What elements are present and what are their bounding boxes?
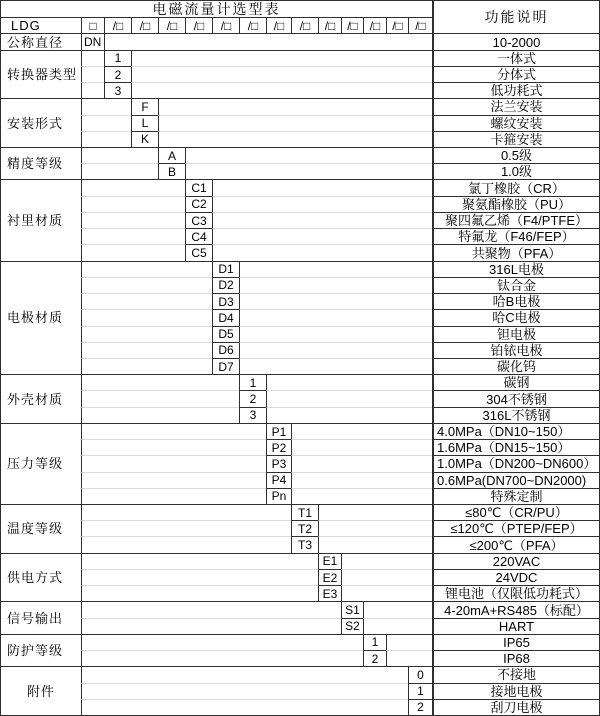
- desc-cell: 1.0级: [432, 163, 599, 179]
- code-cell: L: [131, 115, 158, 131]
- empty-cell: [81, 244, 185, 260]
- desc-cell: IP68: [432, 650, 599, 666]
- desc-cell: 碳钢: [432, 374, 599, 390]
- code-cell: 2: [408, 699, 432, 715]
- empty-cell: [81, 277, 212, 293]
- code-cell: C5: [185, 244, 212, 260]
- empty-cell: [81, 455, 266, 471]
- desc-cell: 316L电极: [432, 261, 599, 277]
- empty-cell: [266, 407, 432, 423]
- code-cell: P1: [266, 423, 291, 439]
- desc-cell: 铂铱电极: [432, 342, 599, 358]
- desc-cell: 钛合金: [432, 277, 599, 293]
- empty-cell: [81, 374, 239, 390]
- empty-cell: [239, 342, 432, 358]
- desc-cell: 共聚物（PFA）: [432, 244, 599, 260]
- empty-cell: [266, 390, 432, 406]
- empty-cell: [341, 585, 432, 601]
- model-prefix: LDG: [1, 17, 81, 33]
- category-label: 附件: [1, 666, 81, 715]
- code-cell: DN: [81, 33, 104, 49]
- desc-cell: 法兰安装: [432, 98, 599, 114]
- empty-cell: [386, 634, 432, 650]
- category-label: 压力等级: [1, 423, 81, 504]
- desc-cell: 4.0MPa（DN10~150）: [432, 423, 599, 439]
- desc-cell: 卡箍安装: [432, 131, 599, 147]
- empty-cell: [81, 569, 318, 585]
- desc-cell: ≤80℃（CR/PU）: [432, 504, 599, 520]
- desc-cell: ≤200℃（PFA）: [432, 536, 599, 552]
- empty-cell: [212, 212, 432, 228]
- desc-cell: 10-2000: [432, 33, 599, 49]
- function-column-header: 功能说明: [432, 1, 599, 33]
- empty-cell: [81, 423, 266, 439]
- model-slot: /□: [266, 17, 291, 33]
- empty-cell: [291, 455, 432, 471]
- empty-cell: [81, 488, 266, 504]
- empty-cell: [291, 439, 432, 455]
- model-slot: /□: [386, 17, 408, 33]
- desc-cell: 分体式: [432, 66, 599, 82]
- empty-cell: [81, 131, 131, 147]
- desc-cell: 24VDC: [432, 569, 599, 585]
- desc-cell: 304不锈钢: [432, 390, 599, 406]
- code-cell: D6: [212, 342, 239, 358]
- empty-cell: [81, 358, 212, 374]
- code-cell: E3: [318, 585, 341, 601]
- empty-cell: [158, 98, 432, 114]
- empty-cell: [131, 82, 432, 98]
- code-cell: S1: [341, 601, 363, 617]
- empty-cell: [386, 650, 432, 666]
- code-cell: D5: [212, 326, 239, 342]
- desc-cell: 聚四氟乙烯（F4/PTFE）: [432, 212, 599, 228]
- empty-cell: [239, 293, 432, 309]
- model-slot: /□: [158, 17, 185, 33]
- empty-cell: [81, 390, 239, 406]
- desc-cell: 1.6MPa（DN15~150）: [432, 439, 599, 455]
- empty-cell: [239, 326, 432, 342]
- empty-cell: [291, 488, 432, 504]
- empty-cell: [81, 650, 363, 666]
- empty-cell: [81, 666, 408, 682]
- model-slot: /□: [341, 17, 363, 33]
- empty-cell: [81, 115, 131, 131]
- code-cell: C4: [185, 228, 212, 244]
- code-cell: 3: [104, 82, 131, 98]
- empty-cell: [212, 196, 432, 212]
- code-cell: 1: [408, 683, 432, 699]
- empty-cell: [81, 228, 185, 244]
- code-cell: C2: [185, 196, 212, 212]
- empty-cell: [104, 33, 432, 49]
- empty-cell: [363, 618, 432, 634]
- code-cell: 1: [104, 50, 131, 66]
- empty-cell: [81, 472, 266, 488]
- desc-cell: 一体式: [432, 50, 599, 66]
- empty-cell: [81, 553, 318, 569]
- code-cell: D2: [212, 277, 239, 293]
- category-label: 精度等级: [1, 147, 81, 179]
- empty-cell: [131, 66, 432, 82]
- empty-cell: [81, 179, 185, 195]
- code-cell: 0: [408, 666, 432, 682]
- empty-cell: [81, 163, 158, 179]
- desc-cell: 接地电极: [432, 683, 599, 699]
- empty-cell: [81, 683, 408, 699]
- empty-cell: [81, 520, 291, 536]
- empty-cell: [81, 98, 131, 114]
- desc-cell: ≤120℃（PTEP/FEP）: [432, 520, 599, 536]
- code-cell: 2: [104, 66, 131, 82]
- empty-cell: [81, 585, 318, 601]
- code-cell: D4: [212, 309, 239, 325]
- desc-cell: 1.0MPa（DN200~DN600）: [432, 455, 599, 471]
- desc-cell: 哈B电极: [432, 293, 599, 309]
- model-slot: /□: [363, 17, 386, 33]
- code-cell: B: [158, 163, 185, 179]
- category-label: 公称直径: [1, 33, 81, 49]
- empty-cell: [318, 536, 432, 552]
- desc-cell: 220VAC: [432, 553, 599, 569]
- code-cell: P3: [266, 455, 291, 471]
- model-slot: /□: [318, 17, 341, 33]
- desc-cell: 哈C电极: [432, 309, 599, 325]
- code-cell: K: [131, 131, 158, 147]
- desc-cell: 氯丁橡胶（CR）: [432, 179, 599, 195]
- code-cell: D3: [212, 293, 239, 309]
- empty-cell: [185, 147, 432, 163]
- category-label: 外壳材质: [1, 374, 81, 423]
- code-cell: 1: [363, 634, 386, 650]
- code-cell: A: [158, 147, 185, 163]
- code-cell: P2: [266, 439, 291, 455]
- category-label: 信号输出: [1, 601, 81, 633]
- empty-cell: [81, 196, 185, 212]
- empty-cell: [158, 131, 432, 147]
- empty-cell: [363, 601, 432, 617]
- model-slot: /□: [104, 17, 131, 33]
- empty-cell: [341, 553, 432, 569]
- empty-cell: [81, 147, 158, 163]
- code-cell: F: [131, 98, 158, 114]
- code-cell: T1: [291, 504, 318, 520]
- desc-cell: 0.6MPa(DN700~DN2000): [432, 472, 599, 488]
- category-label: 转换器类型: [1, 50, 81, 99]
- empty-cell: [212, 179, 432, 195]
- empty-cell: [318, 520, 432, 536]
- category-label: 温度等级: [1, 504, 81, 553]
- empty-cell: [81, 439, 266, 455]
- desc-cell: 4-20mA+RS485（标配）: [432, 601, 599, 617]
- empty-cell: [81, 212, 185, 228]
- model-slot: /□: [408, 17, 432, 33]
- code-cell: D1: [212, 261, 239, 277]
- model-slot: /□: [185, 17, 212, 33]
- desc-cell: IP65: [432, 634, 599, 650]
- empty-cell: [266, 374, 432, 390]
- desc-cell: 低功耗式: [432, 82, 599, 98]
- table-title: 电磁流量计选型表: [152, 1, 281, 18]
- category-label: 防护等级: [1, 634, 81, 666]
- empty-cell: [81, 261, 212, 277]
- category-label: 电极材质: [1, 261, 81, 375]
- empty-cell: [81, 309, 212, 325]
- model-slot: /□: [212, 17, 239, 33]
- empty-cell: [158, 115, 432, 131]
- empty-cell: [81, 293, 212, 309]
- empty-cell: [291, 423, 432, 439]
- code-cell: 3: [239, 407, 266, 423]
- desc-cell: 聚氨酯橡胶（PU）: [432, 196, 599, 212]
- empty-cell: [185, 163, 432, 179]
- code-cell: T3: [291, 536, 318, 552]
- empty-cell: [341, 569, 432, 585]
- desc-cell: 钽电极: [432, 326, 599, 342]
- empty-cell: [131, 50, 432, 66]
- code-cell: C3: [185, 212, 212, 228]
- empty-cell: [81, 66, 104, 82]
- empty-cell: [239, 309, 432, 325]
- empty-cell: [212, 244, 432, 260]
- desc-cell: 316L不锈钢: [432, 407, 599, 423]
- desc-cell: 锂电池（仅限低功耗式）: [432, 585, 599, 601]
- model-slot: /□: [131, 17, 158, 33]
- code-cell: E1: [318, 553, 341, 569]
- code-cell: S2: [341, 618, 363, 634]
- empty-cell: [81, 618, 341, 634]
- code-cell: 2: [363, 650, 386, 666]
- empty-cell: [239, 261, 432, 277]
- desc-cell: 碳化钨: [432, 358, 599, 374]
- desc-cell: 刮刀电极: [432, 699, 599, 715]
- empty-cell: [81, 342, 212, 358]
- model-box-slot: □: [81, 17, 104, 33]
- empty-cell: [81, 699, 408, 715]
- code-cell: 1: [239, 374, 266, 390]
- category-label: 安装形式: [1, 98, 81, 147]
- category-label: 供电方式: [1, 553, 81, 602]
- empty-cell: [239, 277, 432, 293]
- desc-cell: 0.5级: [432, 147, 599, 163]
- empty-cell: [81, 407, 239, 423]
- empty-cell: [212, 228, 432, 244]
- category-label: 衬里材质: [1, 179, 81, 260]
- empty-cell: [291, 472, 432, 488]
- code-cell: E2: [318, 569, 341, 585]
- code-cell: Pn: [266, 488, 291, 504]
- empty-cell: [81, 82, 104, 98]
- code-cell: C1: [185, 179, 212, 195]
- desc-cell: 特殊定制: [432, 488, 599, 504]
- model-slot: /□: [239, 17, 266, 33]
- empty-cell: [81, 536, 291, 552]
- empty-cell: [239, 358, 432, 374]
- model-slot: /□: [291, 17, 318, 33]
- empty-cell: [81, 504, 291, 520]
- empty-cell: [81, 50, 104, 66]
- empty-cell: [81, 326, 212, 342]
- code-cell: D7: [212, 358, 239, 374]
- desc-cell: 特氟龙（F46/FEP）: [432, 228, 599, 244]
- code-cell: P4: [266, 472, 291, 488]
- empty-cell: [81, 601, 341, 617]
- desc-cell: 螺纹安装: [432, 115, 599, 131]
- empty-cell: [318, 504, 432, 520]
- code-cell: 2: [239, 390, 266, 406]
- code-cell: T2: [291, 520, 318, 536]
- desc-cell: HART: [432, 618, 599, 634]
- desc-cell: 不接地: [432, 666, 599, 682]
- empty-cell: [81, 634, 363, 650]
